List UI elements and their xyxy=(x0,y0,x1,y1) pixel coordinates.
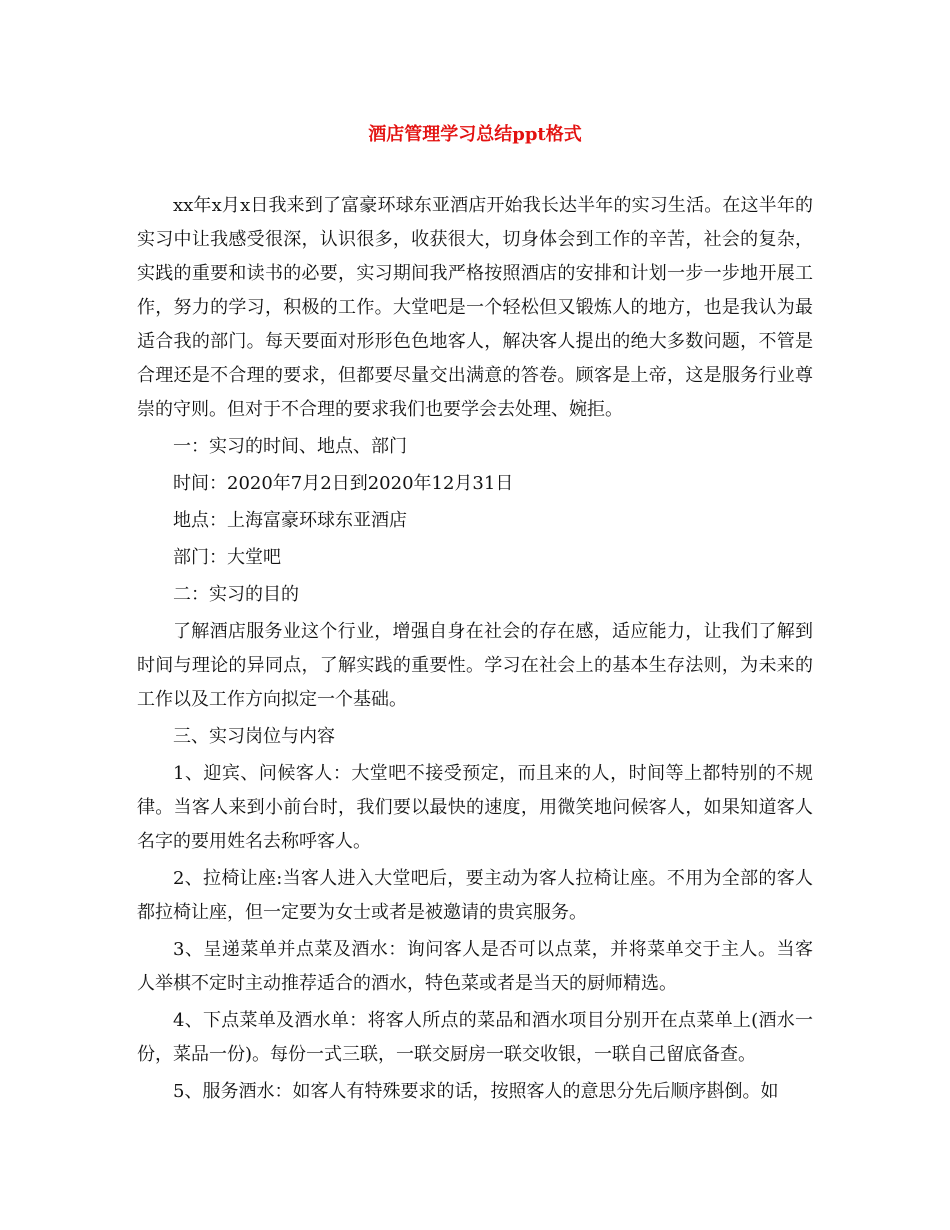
paragraph-item-5: 5、服务酒水：如客人有特殊要求的话，按照客人的意思分先后顺序斟倒。如 xyxy=(173,1081,779,1102)
line-department: 部门：大堂吧 xyxy=(173,547,281,568)
paragraph-item-3: 3、呈递菜单并点菜及酒水：询问客人是否可以点菜，并将菜单交于主人。当客人举棋不定时主动推荐适合的酒水，特色菜或者是当天的厨师精选。 xyxy=(137,939,813,994)
heading-purpose: 二：实习的目的 xyxy=(173,584,299,605)
document-title: 酒店管理学习总结ppt格式 xyxy=(368,124,582,145)
heading-time-place-department: 一：实习的时间、地点、部门 xyxy=(173,436,407,457)
paragraph-item-4: 4、下点菜单及酒水单：将客人所点的菜品和酒水项目分别开在点菜单上(酒水一份，菜品一份)。每份一式三联，一联交厨房一联交收银，一联自己留底备查。 xyxy=(137,1010,813,1065)
paragraph-purpose: 了解酒店服务业这个行业，增强自身在社会的存在感，适应能力，让我们了解到时间与理论的异同点，了解实践的重要性。学习在社会上的基本生存法则，为未来的工作以及工作方向拟定一个基础。 xyxy=(137,621,813,710)
line-place: 地点：上海富豪环球东亚酒店 xyxy=(173,510,407,531)
line-time: 时间：2020年7月2日到2020年12月31日 xyxy=(173,473,514,494)
paragraph-intro: xx年x月x日我来到了富豪环球东亚酒店开始我长达半年的实习生活。在这半年的实习中让我感受很深，认识很多，收获很大，切身体会到工作的辛苦，社会的复杂，实践的重要和读书的必要，实习期间我严格按照酒店的安排和计划一步一步地开展工作，努力的学习，积极的工作。大堂吧是一个轻松但又锻炼人的地方，也是我认为最适合我的部门。每天要面对形形色色地客人，解决客人提出的绝大多数问题，不管是合理还是不合理的要求，但都要尽量交出满意的答卷。顾客是上帝，这是服务行业尊崇的守则。但对于不合理的要求我们也要学会去处理、婉拒。 xyxy=(137,195,813,420)
heading-position-content: 三、实习岗位与内容 xyxy=(173,726,335,747)
paragraph-item-1: 1、迎宾、问候客人：大堂吧不接受预定，而且来的人，时间等上都特别的不规律。当客人来到小前台时，我们要以最快的速度，用微笑地问候客人，如果知道客人名字的要用姓名去称呼客人。 xyxy=(137,763,813,852)
paragraph-item-2: 2、拉椅让座:当客人进入大堂吧后，要主动为客人拉椅让座。不用为全部的客人都拉椅让座，但一定要为女士或者是被邀请的贵宾服务。 xyxy=(137,868,813,923)
document-body xyxy=(137,189,813,1112)
